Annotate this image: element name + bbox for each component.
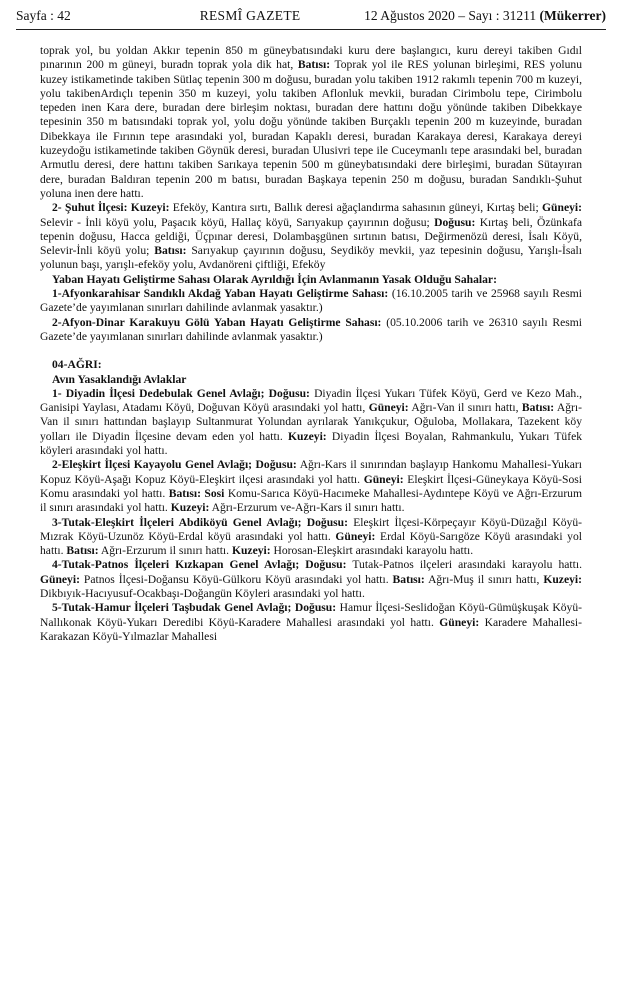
gazette-title: RESMÎ GAZETE: [199, 8, 301, 23]
avlak-item-2: 2-Eleşkirt İlçesi Kayayolu Genel Avlağı; Doğusu: Ağrı-Kars il sınırından başlayıp Hankomu Mahallesi-Yukarı Kopuz Köyü-Aşağı Kopuz Köyü-Eleşkirt ilçesi arasındaki yol hattı. Güneyi: Eleşkirt İlçesi-Güneykaya Köyü-Sosi Komu arasındaki yol hattı. Batısı: Sosi Komu-Sarıca Köyü-Hacımeke Mahallesi-Aydıntepe Köyü ve Ağrı-Erzurum il sınırı arasındaki yol hattı. Kuzeyi: Ağrı-Erzurum ve-Ağrı-Kars il sınırı hattı.: [40, 458, 582, 515]
subheading-banned-hunting: Avın Yasaklandığı Avlaklar: [52, 372, 187, 386]
avlak-item-1: 1- Diyadin İlçesi Dedebulak Genel Avlağı; Doğusu: Diyadin İlçesi Yukarı Tüfek Köyü, Gerd ve Kezo Mah., Ganisipi Yaylası, Atadamı Köyü, Doğuvan Köyü arasındaki yol hattı, Güneyi: Ağrı-Van il sınırı hattı, Batısı: Ağrı-Van il sınırı hattından başlayıp Sultanmurat Yolundan ayrılarak Yanıkçukur, Oğuloba, Mollakara, Tazekent köy yolları ile Diyadin İlçesine devam eden yol hattı. Kuzeyi: Diyadin İlçesi Boyalan, Rahmankulu, Yukarı Tüfek köyleri arasındaki yol hattı.: [40, 386, 583, 458]
wildlife-item-1: 1-Afyonkarahisar Sandıklı Akdağ Yaban Hayatı Geliştirme Sahası: (16.10.2005 tarih ve 25968 sayılı Resmi Gazete’de yayımlanan sınırları dahilinde avlanmak yasaktır.): [40, 287, 582, 315]
page-header: [16, 8, 606, 30]
avlak-item-4: 4-Tutak-Patnos İlçeleri Kızkapan Genel Avlağı; Doğusu: Tutak-Patnos ilçeleri arasındaki karayolu hattı. Güneyi: Patnos İlçesi-Doğansu Köyü-Gülkoru Köyü arasındaki yol hattı. Batısı: Ağrı-Muş il sınırı hattı, Kuzeyi: Dikbıyık-Hacıyusuf-Ocakbaşı-Doğangün Köyleri arasındaki yol hattı.: [40, 558, 582, 600]
heading-wildlife-areas: Yaban Hayatı Geliştirme Sahası Olarak Ayrıldığı İçin Avlanmanın Yasak Olduğu Sahalar:: [52, 272, 497, 286]
page-number: Sayfa : 42: [16, 8, 71, 23]
document-body: [40, 44, 582, 644]
issue-info: 12 Ağustos 2020 – Sayı : 31211 (Mükerrer): [364, 8, 606, 23]
section-heading-agri: 04-AĞRI:: [52, 358, 102, 372]
avlak-item-5: 5-Tutak-Hamur İlçeleri Taşbudak Genel Avlağı; Doğusu: Hamur İlçesi-Seslidoğan Köyü-Gümüşkuşak Köyü-Nallıkonak Köyü-Yukarı Deredibi Köyü-Karadere Mahallesi arasındaki yol hattı. Güneyi: Karadere Mahallesi-Karakazan Köyü-Yılmazlar Mahallesi: [40, 601, 583, 643]
paragraph-suhut: 2- Şuhut İlçesi: Kuzeyi: Efeköy, Kantıra sırtı, Ballık deresi ağaçlandırma sahasının güneyi, Kırtaş beli; Güneyi: Selevir - İnli köyü yolu, Paşacık köyü, Hallaç köyü, Sarıyakup çayırının doğusu; Doğusu: Kırtaş beli, Özünkafa tepenin doğusu, Hacca geldiği, Üçpınar deresi, Dolambaşgünen sırtının batısı, Değirmenözü deresi, İsalı Köyü, Selevir-İnli köyü yolu; Batısı: Sarıyakup çayırının doğusu, Seydiköy mevkii, yaz tepesinin doğusu, Yarışlı-İsalı yolunun başı, yarışlı-efeköy yolu, Avdanöreni çiftliği, Efeköy: [40, 201, 583, 272]
avlak-item-3: 3-Tutak-Eleşkirt İlçeleri Abdiköyü Genel Avlağı; Doğusu: Eleşkirt İlçesi-Körpeçayır Köyü-Düzağıl Köyü-Mızrak Köyü-Uzunöz Köyü-Erdal köyü arasındaki yol hattı. Güneyi: Erdal Köyü-Sarıgöze Köyü arasındaki yol hattı. Batısı: Ağrı-Erzurum il sınırı hattı. Kuzeyi: Horosan-Eleşkirt arasındaki karayolu hattı.: [40, 515, 582, 558]
paragraph-continued-boundary: toprak yol, bu yoldan Akkır tepenin 850 m güneybatısındaki kuru dere başlangıcı, kuru dereyi takiben Gıdıl pınarının 200 m güneyi, buradn toprak yola dik hat, Batısı: Toprak yol ile RES yolunan birleşimi, RES yolunu kuzey istikametinde takiben Sütlaç tepenin 300 m doğusu, buradan yolu takiben 1912 rakımlı tepenin 700 m kuzeyi, yolu takibenArdıçlı tepenin 350 m kuzeyi, yolu takiben Aflonluk mevkii, buradan Cirimbolu tepe, Cirimbolu tepeden inen Kara dere, buradan dere birleşim noktası, buradan dere hattını doğu yönünde takiben Dibekkaye tepesinin 350 m batısındaki toprak yol, yolu doğu yönünde takiben Burçaklı tepenin 200 m kuzeyinde, buradan Dibekkaya ile Fırının tepe arasındaki yol, buradan Kapaklı deresi, buradan Karakaya deresi, Karakaya dereyi kuzeydoğu istikametinde takiben Göynük deresi, buradan Ulusivri tepe ile Cuceymanlı tepe arasındaki bel, buradan Armutlu deresi, dere hattını takiben Sarıkaya tepenin 500 m güneybatısındaki dere birleşimi, buradan Sütayıran dere, buradan Baldıran tepenin 200 m batısı, buradan Başkaya tepenin 250 m doğusu, buradan Sandıklı-Şuhut yoluna inen dere hattı.: [40, 44, 582, 200]
wildlife-item-2: 2-Afyon-Dinar Karakuyu Gölü Yaban Hayatı Geliştirme Sahası: (05.10.2006 tarih ve 26310 sayılı Resmi Gazete’de yayımlanan sınırları dahilinde avlanmak yasaktır.): [40, 315, 582, 343]
